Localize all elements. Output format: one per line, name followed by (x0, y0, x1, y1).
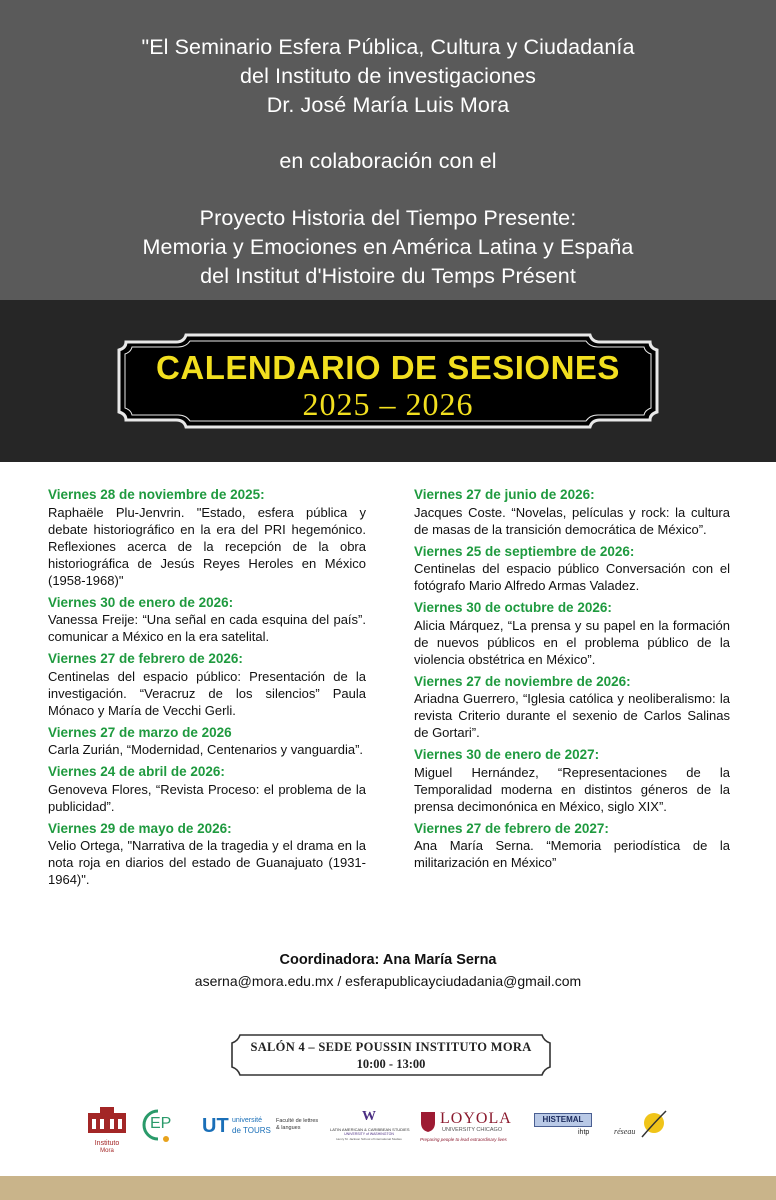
session-item (414, 543, 730, 595)
mora-building-icon (84, 1105, 130, 1135)
uw-w-mark: W (362, 1109, 376, 1124)
session-item (48, 594, 366, 646)
session-description: Genoveva Flores, “Revista Proceso: el problema de la publicidad”. (48, 781, 366, 814)
uw-line-2: UNIVERSITY of WASHINGTON (344, 1132, 394, 1136)
sessions-left-column (48, 486, 366, 893)
session-date: Viernes 30 de octubre de 2026: (414, 600, 612, 615)
session-item (414, 673, 730, 742)
tours-faculty-2: & langues (276, 1125, 301, 1131)
reseau-logo (614, 1105, 670, 1153)
project-line-3: del Institut d'Histoire du Temps Présent (200, 264, 576, 288)
session-description: Jacques Coste. “Novelas, películas y rock: la cultura de masas de la transición democrática de México”. (414, 504, 730, 537)
project-line-1: Proyecto Historia del Tiempo Presente: (199, 206, 577, 230)
uw-line-1: LATIN AMERICAN & CARIBBEAN STUDIES (330, 1127, 410, 1132)
loyola-shield-icon (420, 1111, 436, 1133)
session-date: Viernes 27 de marzo de 2026 (48, 724, 232, 740)
calendar-title: CALENDARIO DE SESIONES (156, 349, 620, 386)
session-date: Viernes 25 de septiembre de 2026: (414, 543, 635, 559)
loyola-logo (420, 1105, 516, 1153)
session-item (48, 724, 366, 759)
tours-de-tours: de TOURS (232, 1126, 271, 1135)
session-date: Viernes 30 de enero de 2027: (414, 747, 600, 762)
footer-bar (0, 1176, 776, 1200)
session-item (48, 820, 366, 889)
session-date: Viernes 27 de febrero de 2026: (48, 651, 243, 666)
loyola-name: LOYOLA (440, 1110, 512, 1127)
session-item (414, 746, 730, 815)
seminar-line-3: Dr. José María Luis Mora (266, 93, 510, 117)
coordinator-line: Coordinadora: Ana María Serna (279, 952, 497, 968)
session-description: Raphaële Plu-Jenvrin. "Estado, esfera pública y debate historiográfico en la era del PRI hegemónico. Reflexiones acerca de la recepción de la obra historiográfica de Jesús Reyes Heroles en México (1958-1968)" (48, 504, 366, 588)
mora-label-2: Mora (100, 1148, 114, 1154)
session-description: Velio Ortega, "Narrativa de la tragedia y el drama en la nota roja en diarios del estado de Guanajuato (1931-1964)". (48, 838, 366, 887)
universite-tours-logo (202, 1105, 319, 1153)
sessions-right-column (414, 486, 730, 876)
uw-line-3: Henry M. Jackson School of International Studies (336, 1137, 402, 1141)
tours-ut-mark: UT (202, 1115, 229, 1137)
seminar-title-block (0, 33, 776, 120)
venue-location: SALÓN 4 – SEDE POUSSIN INSTITUTO MORA (250, 1040, 532, 1054)
mora-label-1: Instituto (94, 1140, 120, 1147)
collab-text: en colaboración con el (279, 149, 497, 173)
session-date: Viernes 28 de noviembre de 2025: (48, 487, 265, 502)
uw-latin-american-studies-logo (330, 1105, 408, 1153)
session-description: Centinelas del espacio público: Presentación de la investigación. “Veracruz de los silencios” Paula Mónaco y María de Vecchi Gerli. (48, 668, 366, 718)
venue-time: 10:00 - 13:00 (356, 1057, 426, 1071)
contact-emails[interactable]: aserna@mora.edu.mx / esferapublicayciudadania@gmail.com (194, 973, 582, 989)
project-line-2: Memoria y Emociones en América Latina y España (142, 235, 634, 259)
session-date: Viernes 30 de enero de 2026: (48, 594, 234, 610)
session-item (48, 486, 366, 589)
session-date: Viernes 24 de abril de 2026: (48, 764, 225, 779)
session-description: Vanessa Freije: “Una señal en cada esquina del país”. comunicar a México en la era satelital. (48, 612, 366, 644)
session-date: Viernes 29 de mayo de 2026: (48, 820, 232, 836)
calendar-banner (0, 300, 776, 462)
tours-faculty-1: Faculté de lettres (276, 1118, 319, 1124)
ep-logo (136, 1105, 182, 1153)
session-description: Carla Zurián, “Modernidad, Centenarios y vanguardia”. (48, 742, 364, 757)
project-title-block (0, 204, 776, 291)
histemal-logo (532, 1105, 596, 1153)
seminar-line-1: "El Seminario Esfera Pública, Cultura y Ciudadanía (141, 35, 635, 59)
reseau-text: réseau (614, 1127, 636, 1136)
loyola-tag: Preparing people to lead extraordinary lives (420, 1137, 507, 1142)
histemal-ihtp: ihtp (578, 1129, 590, 1136)
tours-universite: université (232, 1117, 262, 1124)
session-description: Ana María Serna. “Memoria periodística de la militarización en México” (414, 838, 730, 870)
instituto-mora-logo (84, 1105, 130, 1153)
session-item (414, 820, 730, 872)
session-description: Centinelas del espacio público Conversación con el fotógrafo Mario Alfredo Armas Valadez. (414, 561, 730, 593)
session-description: Miguel Hernández, “Representaciones de la Temporalidad moderna en distintos géneros de la prensa decimonónica en México, siglo XIX”. (414, 764, 730, 814)
calendar-years: 2025 – 2026 (302, 386, 474, 422)
session-description: Alicia Márquez, “La prensa y su papel en la formación de nuevos públicos en el problema público de la violencia obstétrica en México”. (414, 617, 730, 667)
ep-text: EP (150, 1115, 172, 1132)
quill-icon (614, 1105, 670, 1147)
session-item (48, 763, 366, 815)
session-item (414, 599, 730, 668)
session-date: Viernes 27 de junio de 2026: (414, 487, 595, 502)
loyola-sub: UNIVERSITY CHICAGO (442, 1127, 503, 1133)
collaboration-line (0, 147, 776, 176)
session-description: Ariadna Guerrero, “Iglesia católica y neoliberalismo: la revista Criterio durante el sexenio de Carlos Salinas de Gortari”. (414, 691, 730, 740)
session-item (414, 486, 730, 538)
seminar-line-2: del Instituto de investigaciones (239, 64, 537, 88)
header-section (0, 0, 776, 300)
session-date: Viernes 27 de noviembre de 2026: (414, 673, 631, 689)
venue-box (226, 1033, 556, 1077)
histemal-badge: HISTEMAL (534, 1113, 592, 1127)
session-date: Viernes 27 de febrero de 2027: (414, 820, 609, 836)
session-item (48, 650, 366, 719)
